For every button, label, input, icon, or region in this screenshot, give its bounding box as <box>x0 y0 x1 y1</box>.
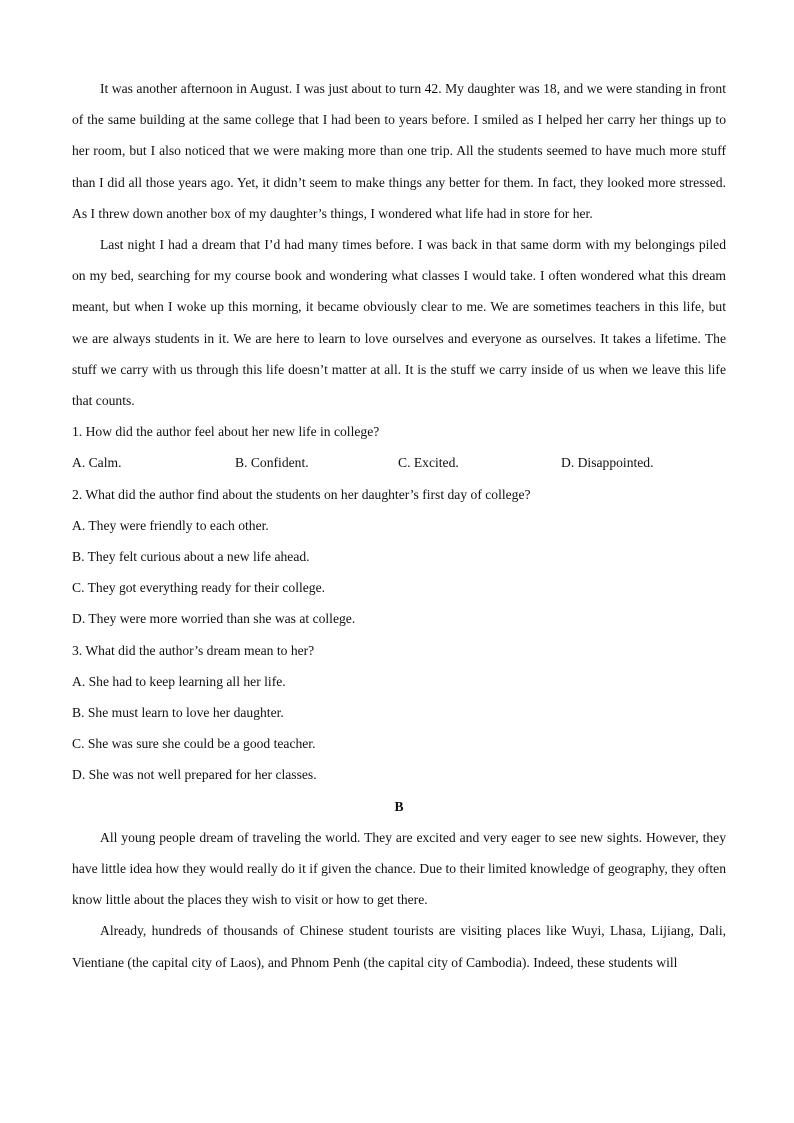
question-2-option-a: A. They were friendly to each other. <box>72 517 269 533</box>
question-3-option-d: D. She was not well prepared for her classes. <box>72 767 317 783</box>
question-1-option-a: A. Calm. <box>72 455 122 471</box>
question-1-option-c: C. Excited. <box>398 455 459 471</box>
question-1-option-d: D. Disappointed. <box>561 455 654 471</box>
question-2-option-b: B. They felt curious about a new life ahead. <box>72 549 310 565</box>
question-2-option-d: D. They were more worried than she was at college. <box>72 611 356 627</box>
passage-a-paragraph-1: It was another afternoon in August. I was just about to turn 42. My daughter was 18, and we were standing in front of the same building at the same college that I had been to years before. I smiled as I helped her carry her things up to her room, but I also noticed that we were making more than one trip. All the students seemed to have much more stuff than I did all those years ago. Yet, it didn’t seem to make things any better for them. In fact, they looked more stressed. As I threw down another box of my daughter’s things, I wondered what life had in store for her. <box>72 81 726 221</box>
question-3: 3. What did the author’s dream mean to her? <box>72 642 315 658</box>
section-b-paragraph-2: Already, hundreds of thousands of Chinese student tourists are visiting places like Wuyi, Lhasa, Lijiang, Dali, Vientiane (the capital city of Laos), and Phnom Penh (the capital city of Cambodia). Indeed, these students will <box>72 923 726 970</box>
passage-a-paragraph-2: Last night I had a dream that I’d had many times before. I was back in that same dorm with my belongings piled on my bed, searching for my course book and wondering what classes I would take. I often wondered what this dream meant, but when I woke up this morning, it became obviously clear to me. We are sometimes teachers in this life, but we are always students in it. We are here to learn to love ourselves and everyone as ourselves. It takes a lifetime. The stuff we carry with us through this life doesn’t matter at all. It is the stuff we carry inside of us when we leave this life that counts. <box>72 237 726 409</box>
section-b-paragraph-1: All young people dream of traveling the world. They are excited and very eager to see new sights. However, they have little idea how they would really do it if given the chance. Due to their limited knowledge of geography, they often know little about the places they wish to visit or how to get there. <box>72 829 726 908</box>
section-b-title: B <box>394 798 404 814</box>
question-3-option-a: A. She had to keep learning all her life. <box>72 673 286 689</box>
question-1: 1. How did the author feel about her new life in college? <box>72 424 380 440</box>
question-3-option-c: C. She was sure she could be a good teacher. <box>72 736 316 752</box>
question-1-option-b: B. Confident. <box>235 455 309 471</box>
question-1-options <box>72 447 726 478</box>
question-2: 2. What did the author find about the students on her daughter’s first day of college? <box>72 486 531 502</box>
question-2-option-c: C. They got everything ready for their college. <box>72 580 326 596</box>
document-page <box>72 73 726 978</box>
question-3-option-b: B. She must learn to love her daughter. <box>72 705 284 721</box>
